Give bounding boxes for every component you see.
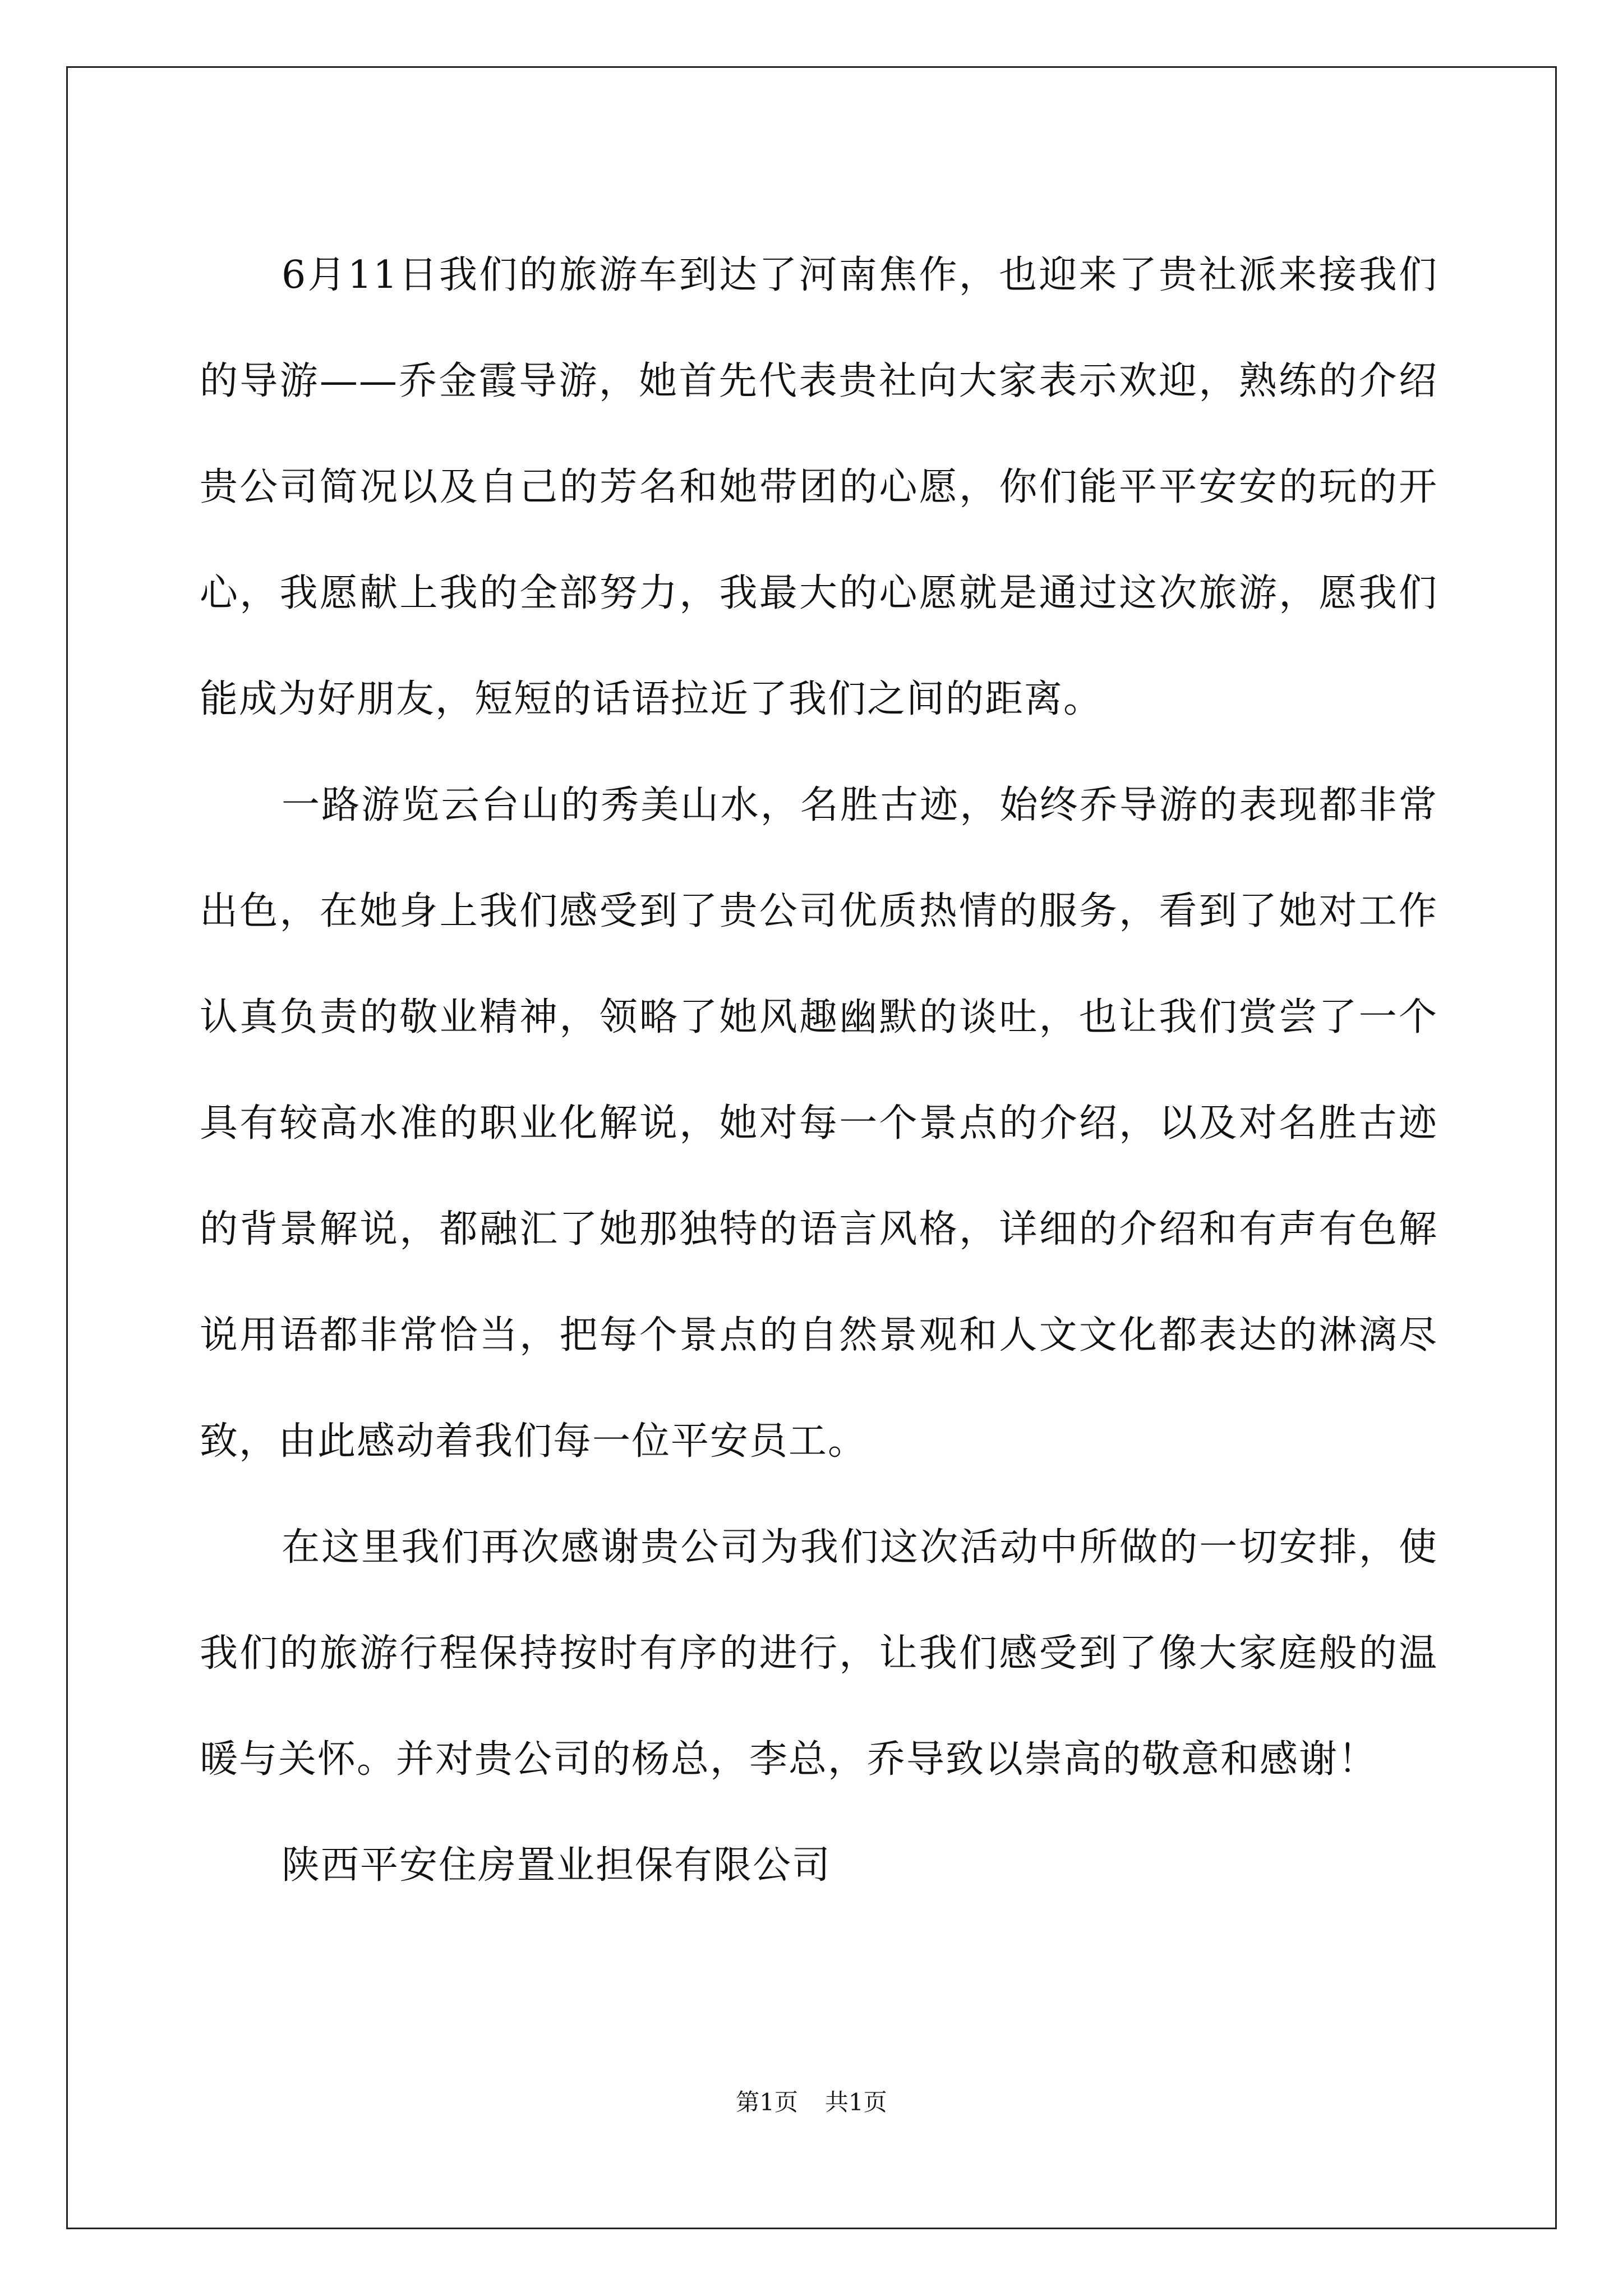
signature-company: 陕西平安住房置业担保有限公司	[282, 1843, 832, 1888]
paragraph-3: 在这里我们再次感谢贵公司为我们这次活动中所做的一切安排，使我们的旅游行程保持按时有序的进行，让我们感受到了像大家庭般的温暖与关怀。并对贵公司的杨总，李总，乔导致以崇高的敬意和感谢！	[200, 1525, 1438, 1782]
page-total: 共1页	[825, 2088, 887, 2116]
paragraph-1: 6月11日我们的旅游车到达了河南焦作，也迎来了贵社派来接我们的导游——乔金霞导游，她首先代表贵社向大家表示欢迎，熟练的介绍贵公司简况以及自己的芳名和她带团的心愿，你们能平平安安的玩的开心，我愿献上我的全部努力，我最大的心愿就是通过这次旅游，愿我们能成为好朋友，短短的话语拉近了我们之间的距离。	[200, 253, 1438, 721]
page-number: 第1页	[736, 2088, 798, 2116]
document-body	[200, 222, 1438, 1918]
paragraph-2: 一路游览云台山的秀美山水，名胜古迹，始终乔导游的表现都非常出色，在她身上我们感受到了贵公司优质热情的服务，看到了她对工作认真负责的敬业精神，领略了她风趣幽默的谈吐，也让我们赏尝了一个具有较高水准的职业化解说，她对每一个景点的介绍，以及对名胜古迹的背景解说，都融汇了她那独特的语言风格，详细的介绍和有声有色解说用语都非常恰当，把每个景点的自然景观和人文文化都表达的淋漓尽致，由此感动着我们每一位平安员工。	[200, 783, 1438, 1464]
page-footer	[0, 2086, 1623, 2119]
